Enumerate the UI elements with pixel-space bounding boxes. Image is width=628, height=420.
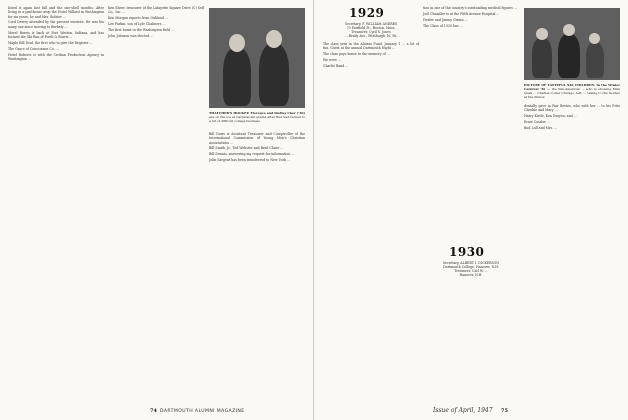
paragraph: The first home in the Washington field ... [108, 27, 174, 32]
paragraph: tion in one of the country's outstanding medical figures ... [423, 6, 517, 10]
paragraph: Ken Morgan reports from Oakland ... [108, 16, 168, 21]
paragraph: John Sargent has been transferred to New York ... [209, 158, 291, 163]
magazine-footer: DARTMOUTH ALUMNI MAGAZINE [160, 409, 245, 414]
left-column-2 [108, 6, 204, 40]
photo-caption: PICTURE OF TASTEFUL SKI CHILDREN: In the Winter Carnival '30 ... the Pan-American ... who is showing Miss Quail ... Charles Colter Chicago, left, ... taking to the mother at the dinner. [524, 83, 621, 99]
paragraph: The class pays honor to the memory of ... [323, 52, 390, 57]
paragraph: Bill Dennis, answering my request for information ... [209, 152, 295, 157]
class-officers: Secretary, ALBERT I. DICKERSON Dartmouth College, Hanover, N.H. Treasurer, Carl W. ... Hanover, N.H. [442, 261, 500, 277]
paragraph: listed it again last fall and the one-shell months. After living in a penthouse atop the Hotel Willard in Washington for six years, he and Mrs. Bolster ... [8, 6, 104, 19]
paragraph: Merel Burris is back at Fort Weston, Indiana, and has formed the Ski Run of Forth & Burris ... [8, 30, 104, 39]
paragraph: Maple Bill Deal, the first who to give the Register ... [8, 40, 93, 45]
photo-caption: THATCHER'S HOCKEY: Florence and Dudley Cher ('30) are on the ice at Carnival ski events after Bud had turned to a bit of difficult college business. [209, 111, 305, 123]
alumni-photo [209, 8, 305, 108]
class-officers: Secretary, F. WILLIAM ANDRES 70 Fairfield St., Boston, Mass. Treasurer, Cyril S. Jones ... Brady Ave., Pittsburgh 16, Pa. [344, 22, 398, 38]
paragraph: Joel Chandler is at the Fifth Avenue Hospital ... [423, 11, 500, 16]
paragraph: Lee Parkin, son of Lyle Chalmers ... [108, 22, 166, 27]
issue-label: Issue of April, 1947 [433, 407, 493, 414]
class-year-heading: 1930 [449, 245, 485, 259]
class-year-heading: 1929 [349, 6, 385, 20]
page-number: 75 [501, 408, 508, 414]
paragraph: Cord Dewey attended by the present trustees. He was his many one since moving to Berkely ... [8, 20, 104, 29]
paragraph: Hotel Roberts is with the Civilian Production Agency in Washington ... [8, 52, 104, 61]
paragraph: The class year in the Alumni Fund, January 1 ... a lot of fun. Guest at the annual Dartmouth Night ... [323, 42, 419, 51]
paragraph: Ernie Cassler ... [524, 120, 550, 125]
paragraph: John Johnson was elected ... [108, 33, 154, 38]
paragraph: dentally gave in Fair Bevins, who with her ... to his Fritz Cheekle and Mary ... [524, 104, 620, 113]
right-column-2 [423, 6, 519, 30]
children-photo [524, 8, 620, 80]
paragraph: Bill Doris is Assistant Treasurer and Comptroller of the International Commission of Young Men's Christian Associations ... [209, 132, 305, 145]
paragraph: The Class of 1930 has ... [423, 23, 463, 28]
paragraph: Dexter and Jimmy Gwinn ... [423, 17, 468, 22]
right-column-1 [323, 42, 419, 70]
left-column-1 [8, 6, 104, 63]
paragraph: Bud Lull and Mrs. ... [524, 125, 558, 130]
left-column-3 [209, 132, 305, 164]
right-column-3 [524, 104, 620, 132]
paragraph: Charlie Rand ... [323, 63, 349, 68]
page-number: 74 [150, 408, 157, 414]
paragraph: Bill Smith, Jr., Ted Webster and Brad Chase ... [209, 146, 284, 151]
paragraph: Ken Sheer, treasurer of the Lafayette Square Drive (C) Self Co., Inc. ... [108, 6, 204, 15]
paragraph: We were ... [323, 58, 341, 63]
right-page [315, 0, 628, 420]
paragraph: Harry Kirtle, Ken Duryea, and ... [524, 114, 577, 119]
paragraph: The Grace of Conscience Co. ... [8, 46, 59, 51]
